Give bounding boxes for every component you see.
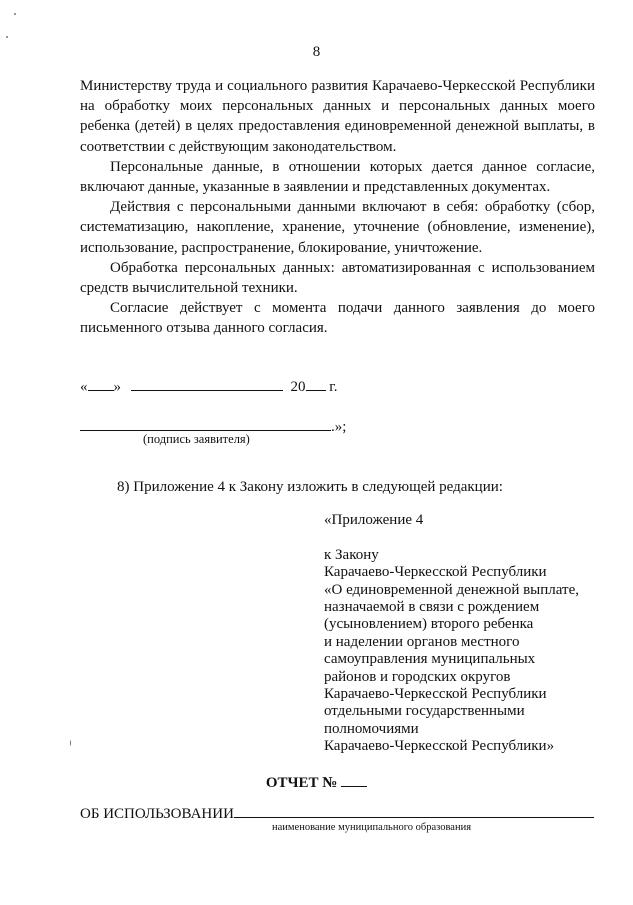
municipality-blank bbox=[234, 803, 594, 818]
amendment-item-8: 8) Приложение 4 к Закону изложить в следующей редакции: bbox=[117, 479, 503, 495]
scan-speck bbox=[14, 13, 16, 15]
appendix-line: (усыновлением) второго ребенка bbox=[324, 616, 534, 633]
appendix-line: назначаемой в связи с рождением bbox=[324, 599, 540, 616]
paragraph-consent-recipient: Министерству труда и социального развития Карачаево-Черкесской Республики на обработку моих персональных данных и персональных данных моего ребенка (детей) в целях предоставления единовременной денежной выплаты, в соответствии с действующим законодательством. bbox=[80, 78, 595, 155]
appendix-line: и наделении органов местного bbox=[324, 633, 520, 650]
report-title-text: ОТЧЕТ № bbox=[265, 775, 338, 791]
appendix-line: полномочиями bbox=[324, 720, 419, 737]
usage-label: ОБ ИСПОЛЬЗОВАНИИ bbox=[80, 806, 234, 822]
scan-speck bbox=[6, 36, 8, 38]
date-open-quote: « bbox=[80, 379, 88, 395]
signature-line-end: .»; bbox=[331, 419, 347, 435]
consent-text bbox=[80, 76, 595, 339]
usage-line bbox=[80, 803, 594, 823]
paragraph-data-actions: Действия с персональными данными включают в себя: обработку (сбор, систематизацию, накопление, хранение, уточнение (обновление, изменение), использование, распространение, блокирование, уничтожение. bbox=[80, 199, 595, 256]
day-blank bbox=[88, 376, 114, 391]
appendix-header bbox=[324, 512, 579, 756]
report-number-blank bbox=[341, 772, 367, 787]
appendix-line: отдельными государственными bbox=[324, 703, 525, 720]
usage-caption: наименование муниципального образования bbox=[272, 822, 472, 833]
appendix-line: Карачаево-Черкесской Республики bbox=[324, 686, 547, 703]
paragraph-processing: Обработка персональных данных: автоматизированная с использованием средств вычислительной техники. bbox=[80, 259, 595, 297]
month-blank bbox=[131, 376, 283, 391]
appendix-line: самоуправления муниципальных bbox=[324, 651, 536, 668]
appendix-line: к Закону bbox=[324, 546, 379, 563]
appendix-line: «О единовременной денежной выплате, bbox=[324, 581, 579, 598]
page-number: 8 bbox=[312, 44, 321, 60]
paragraph-personal-data: Персональные данные, в отношении которых дается данное согласие, включают данные, указанные в заявлении и представленных документах. bbox=[80, 158, 595, 196]
signature-blank bbox=[80, 416, 331, 431]
year-prefix: 20 bbox=[290, 379, 306, 395]
appendix-line: Карачаево-Черкесской Республики» bbox=[324, 738, 555, 755]
signature-caption: (подпись заявителя) bbox=[143, 432, 250, 446]
appendix-title: «Приложение 4 bbox=[324, 512, 424, 528]
appendix-line: районов и городских округов bbox=[324, 668, 511, 685]
report-title bbox=[0, 772, 633, 792]
year-suffix: г. bbox=[329, 379, 338, 395]
date-close-quote: » bbox=[113, 379, 121, 395]
date-line bbox=[80, 376, 337, 396]
paragraph-consent-validity: Согласие действует с момента подачи данного заявления до моего письменного отзыва данного согласия. bbox=[80, 300, 595, 337]
scan-speck bbox=[70, 740, 71, 746]
year-blank bbox=[306, 376, 326, 391]
appendix-line: Карачаево-Черкесской Республики bbox=[324, 564, 547, 581]
